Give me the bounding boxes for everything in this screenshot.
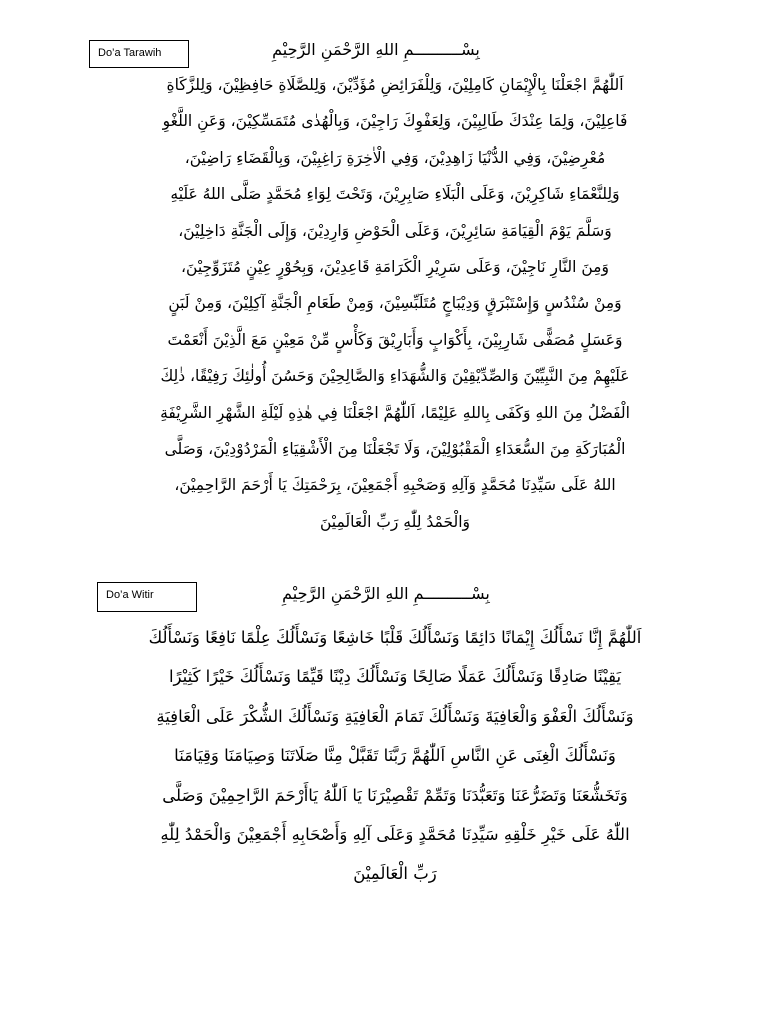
prayer-line: وَلِلنَّعْمَاءِ شَاكِرِيْنَ، وَعَلَى الْبَلَاءِ صَابِرِيْنَ، وَتَحْتَ لِوَاءِ مُحَمَّدٍ صَلَّى اللهُ عَلَيْهِ [170,185,620,204]
witir-basmala: بِسْــــــــــمِ اللهِ الرَّحْمَنِ الرَّحِيْمِ [282,584,490,603]
prayer-line: وَمِنْ سُنْدُسٍ وَإِسْتَبْرَقٍ وَدِيْبَاجٍ مُتَلَبِّسِيْنَ، وَمِنْ طَعَامِ الْجَنَّةِ آكِلِيْنَ، وَمِنْ لَبَنٍ [168,294,622,313]
tarawih-label: Do’a Tarawih [89,40,189,68]
prayer-line: وَتَخَشُّعَنَا وَتَضَرُّعَنَا وَتَعَبُّدَنَا وَتَمِّمْ تَقْصِيْرَنَا يَا اَللّٰهُ يَاأَرْحَمَ الرَّاحِمِيْنَ وَصَلَّى [162,785,628,805]
prayer-line: وَالْحَمْدُ لِلّٰهِ رَبِّ الْعَالَمِيْنَ [319,512,471,531]
prayer-line: فَاعِلِيْنَ، وَلِمَا عِنْدَكَ طَالِبِيْنَ، وَلِعَفْوِكَ رَاجِيْنَ، وَبِالْهُدٰى مُتَمَسِّكِيْنَ، وَعَنِ اللَّغْوِ [162,112,628,131]
prayer-line: وَسَلَّمَ يَوْمَ الْقِيَامَةِ سَائِرِيْنَ، وَعَلَى الْحَوْضِ وَارِدِيْنَ، وَإِلَى الْجَنَّةِ دَاخِلِيْنَ، [178,221,612,240]
prayer-line: وَنَسْأَلُكَ الْغِنَى عَنِ النَّاسِ اَللّٰهُمَّ رَبَّنَا تَقَبَّلْ مِنَّا صَلَاتَنَا وَصِيَامَنَا وَقِيَامَنَا [174,746,616,766]
tarawih-basmala: بِسْــــــــــمِ اللهِ الرَّحْمَنِ الرَّحِيْمِ [272,40,480,59]
prayer-line: اَللّٰهُمَّ اجْعَلْنَا بِالْإِيْمَانِ كَامِلِيْنَ، وَلِلْفَرَائِضِ مُؤَدِّيْنَ، وَلِلصَّلَاةِ حَافِظِيْنَ، وَلِلزَّكَاةِ [166,76,624,94]
prayer-line: الْمُبَارَكَةِ مِنَ السُّعَدَاءِ الْمَقْبُوْلِيْنَ، وَلَا تَجْعَلْنَا مِنَ الْأَشْقِيَاءِ الْمَرْدُوْدِيْنَ، وَصَلَّى [164,440,626,459]
witir-section [0,560,768,1020]
prayer-line: وَنَسْأَلُكَ الْعَفْوَ وَالْعَافِيَةَ وَنَسْأَلُكَ تَمَامَ الْعَافِيَةِ وَنَسْأَلُكَ الشُّكْرَ عَلَى الْعَافِيَةِ [156,706,634,726]
witir-label: Do’a Witir [97,582,197,612]
tarawih-prayer-text [86,67,704,540]
prayer-line: رَبِّ الْعَالَمِيْنَ [353,864,437,884]
prayer-line: عَلَيْهِمْ مِنَ النَّبِيِّيْنَ وَالصِّدِّيْقِيْنَ وَالشُّهَدَاءِ وَالصَّالِحِيْنَ وَحَسُنَ أُولٰئِكَ رَفِيْقًا، ذٰلِكَ [160,367,630,386]
prayer-line: الْفَضْلُ مِنَ اللهِ وَكَفَى بِاللهِ عَلِيْمًا، اَللّٰهُمَّ اجْعَلْنَا فِي هٰذِهِ لَيْلَةِ الشَّهْرِ الشَّرِيْفَةِ [160,403,630,422]
prayer-line: يَقِيْنًا صَادِقًا وَنَسْأَلُكَ عَمَلًا صَالِحًا وَنَسْأَلُكَ دِيْنًا قَيِّمًا وَنَسْأَلُكَ خَيْرًا كَثِيْرًا [168,667,622,687]
prayer-line: اللهُ عَلَى سَيِّدِنَا مُحَمَّدٍ وَآلِهِ وَصَحْبِهِ أَجْمَعِيْنَ، بِرَحْمَتِكَ يَا أَرْحَمَ الرَّاحِمِيْنَ، [174,476,616,495]
witir-prayer-text [86,618,704,894]
prayer-line: اللّٰهُ عَلَى خَيْرِ خَلْقِهِ سَيِّدِنَا مُحَمَّدٍ وَعَلَى آلِهِ وَأَصْحَابِهِ أَجْمَعِيْنَ وَالْحَمْدُ لِلّٰهِ [160,825,630,845]
prayer-line: وَعَسَلٍ مُصَفًّى شَارِبِيْنَ، بِأَكْوَابٍ وَأَبَارِيْقَ وَكَأْسٍ مِّنْ مَعِيْنٍ مَعَ الَّذِيْنَ أَنْعَمْتَ [167,330,623,349]
prayer-line: اَللّٰهُمَّ إِنَّا نَسْأَلُكَ إِيْمَانًا دَائِمًا وَنَسْأَلُكَ قَلْبًا خَاشِعًا وَنَسْأَلُكَ عِلْمًا نَافِعًا وَنَسْأَلُكَ [148,628,642,647]
prayer-line: وَمِنَ النَّارِ نَاجِيْنَ، وَعَلَى سَرِيْرِ الْكَرَامَةِ قَاعِدِيْنَ، وَبِحُوْرٍ عِيْنٍ مُتَزَوِّجِيْنَ، [181,258,609,277]
prayer-line: مُعْرِضِيْنَ، وَفِي الدُّنْيَا زَاهِدِيْنَ، وَفِي الْاٰخِرَةِ رَاغِبِيْنَ، وَبِالْقَضَاءِ رَاضِيْنَ، [184,148,606,167]
